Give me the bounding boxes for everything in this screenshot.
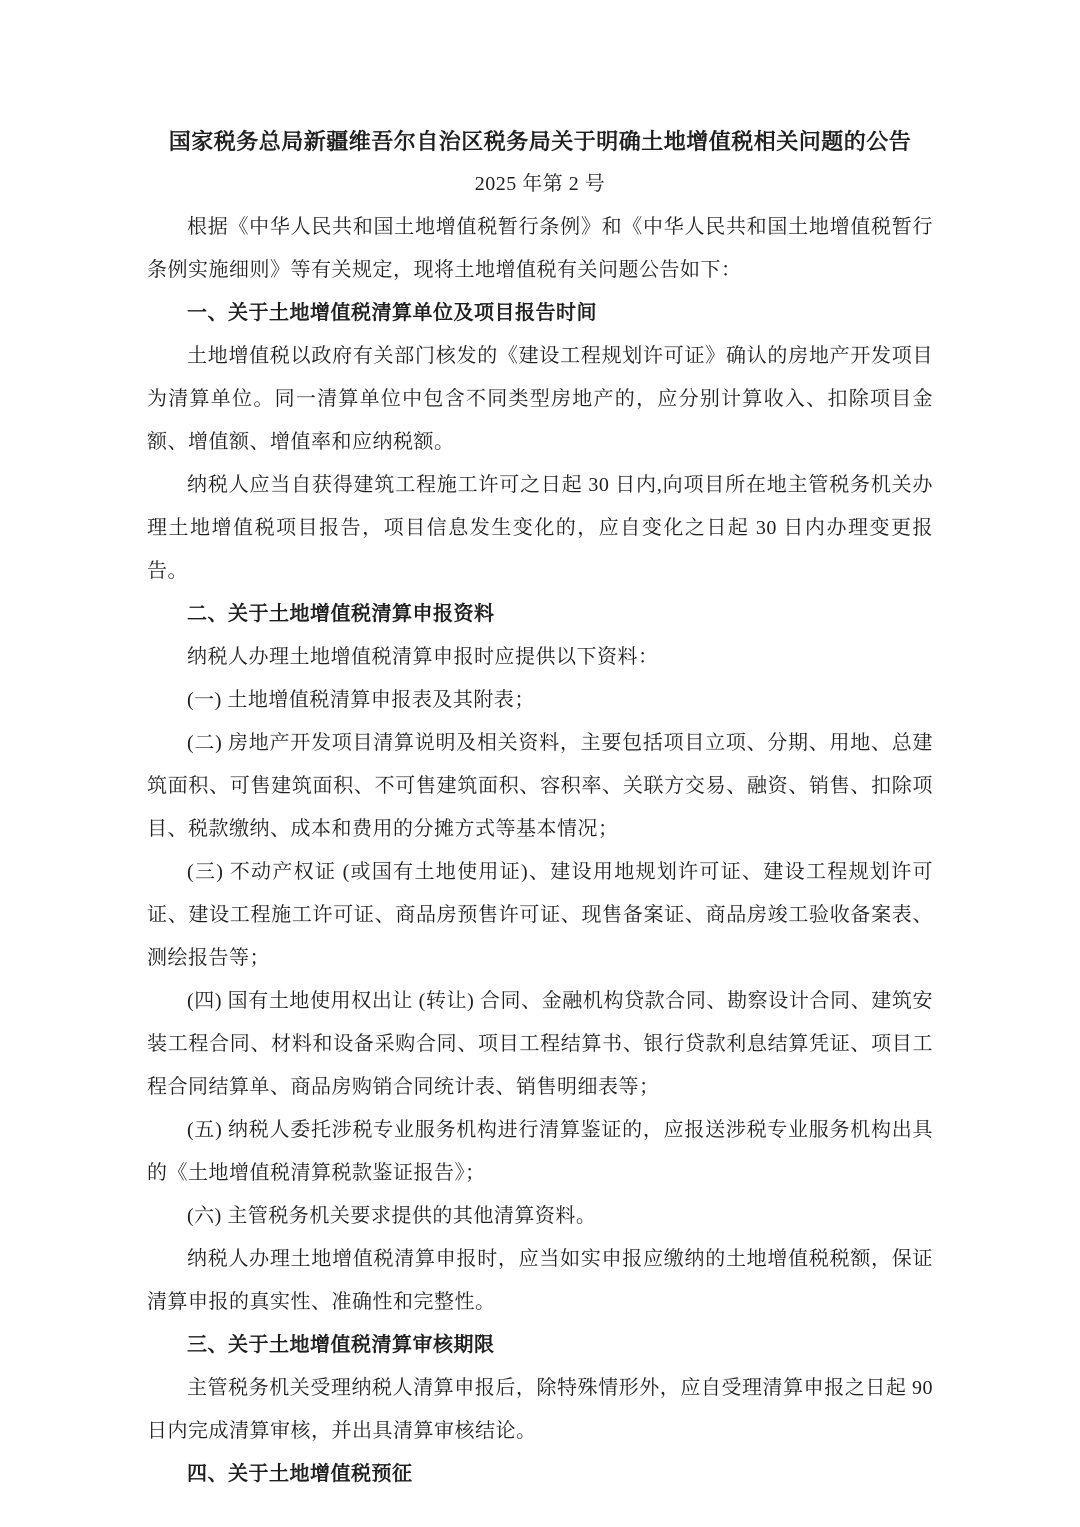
document-title: 国家税务总局新疆维吾尔自治区税务局关于明确土地增值税相关问题的公告 <box>168 129 912 154</box>
section3-paragraph-1: 主管税务机关受理纳税人清算申报后，除特殊情形外，应自受理清算申报之日起 90 日内完成清算审核，并出具清算审核结论。 <box>147 1377 933 1442</box>
section2-intro-paragraph: 纳税人办理土地增值税清算申报时应提供以下资料： <box>187 646 659 668</box>
section-heading-2: 二、关于土地增值税清算申报资料 <box>187 603 495 625</box>
section-heading-3: 三、关于土地增值税清算审核期限 <box>187 1334 495 1356</box>
intro-paragraph: 根据《中华人民共和国土地增值税暂行条例》和《中华人民共和国土地增值税暂行条例实施细则》等有关规定，现将土地增值税有关问题公告如下： <box>147 216 933 281</box>
section2-item-1: (一) 土地增值税清算申报表及其附表； <box>187 689 535 711</box>
section2-closing-paragraph: 纳税人办理土地增值税清算申报时，应当如实申报应缴纳的土地增值税税额，保证清算申报的真实性、准确性和完整性。 <box>147 1248 933 1313</box>
section1-paragraph-1: 土地增值税以政府有关部门核发的《建设工程规划许可证》确认的房地产开发项目为清算单位。同一清算单位中包含不同类型房地产的，应分别计算收入、扣除项目金额、增值额、增值率和应纳税额。 <box>147 345 933 453</box>
section2-item-4: (四) 国有土地使用权出让 (转让) 合同、金融机构贷款合同、勘察设计合同、建筑安装工程合同、材料和设备采购合同、项目工程结算书、银行贷款利息结算凭证、项目工程合同结算单、商品房购销合同统计表、销售明细表等； <box>147 990 933 1098</box>
section-heading-1: 一、关于土地增值税清算单位及项目报告时间 <box>187 302 597 324</box>
section2-item-2: (二) 房地产开发项目清算说明及相关资料，主要包括项目立项、分期、用地、总建筑面积、可售建筑面积、不可售建筑面积、容积率、关联方交易、融资、销售、扣除项目、税款缴纳、成本和费用的分摊方式等基本情况； <box>147 732 933 840</box>
section2-item-3: (三) 不动产权证 (或国有土地使用证)、建设用地规划许可证、建设工程规划许可证、建设工程施工许可证、商品房预售许可证、现售备案证、商品房竣工验收备案表、测绘报告等； <box>147 861 933 969</box>
section1-paragraph-2: 纳税人应当自获得建筑工程施工许可之日起 30 日内,向项目所在地主管税务机关办理土地增值税项目报告，项目信息发生变化的，应自变化之日起 30 日内办理变更报告。 <box>147 474 933 582</box>
section2-item-6: (六) 主管税务机关要求提供的其他清算资料。 <box>187 1205 597 1227</box>
section-heading-4: 四、关于土地增值税预征 <box>187 1463 413 1485</box>
document-number: 2025 年第 2 号 <box>474 173 606 195</box>
section2-item-5: (五) 纳税人委托涉税专业服务机构进行清算鉴证的，应报送涉税专业服务机构出具的《土地增值税清算税款鉴证报告》； <box>147 1119 933 1184</box>
